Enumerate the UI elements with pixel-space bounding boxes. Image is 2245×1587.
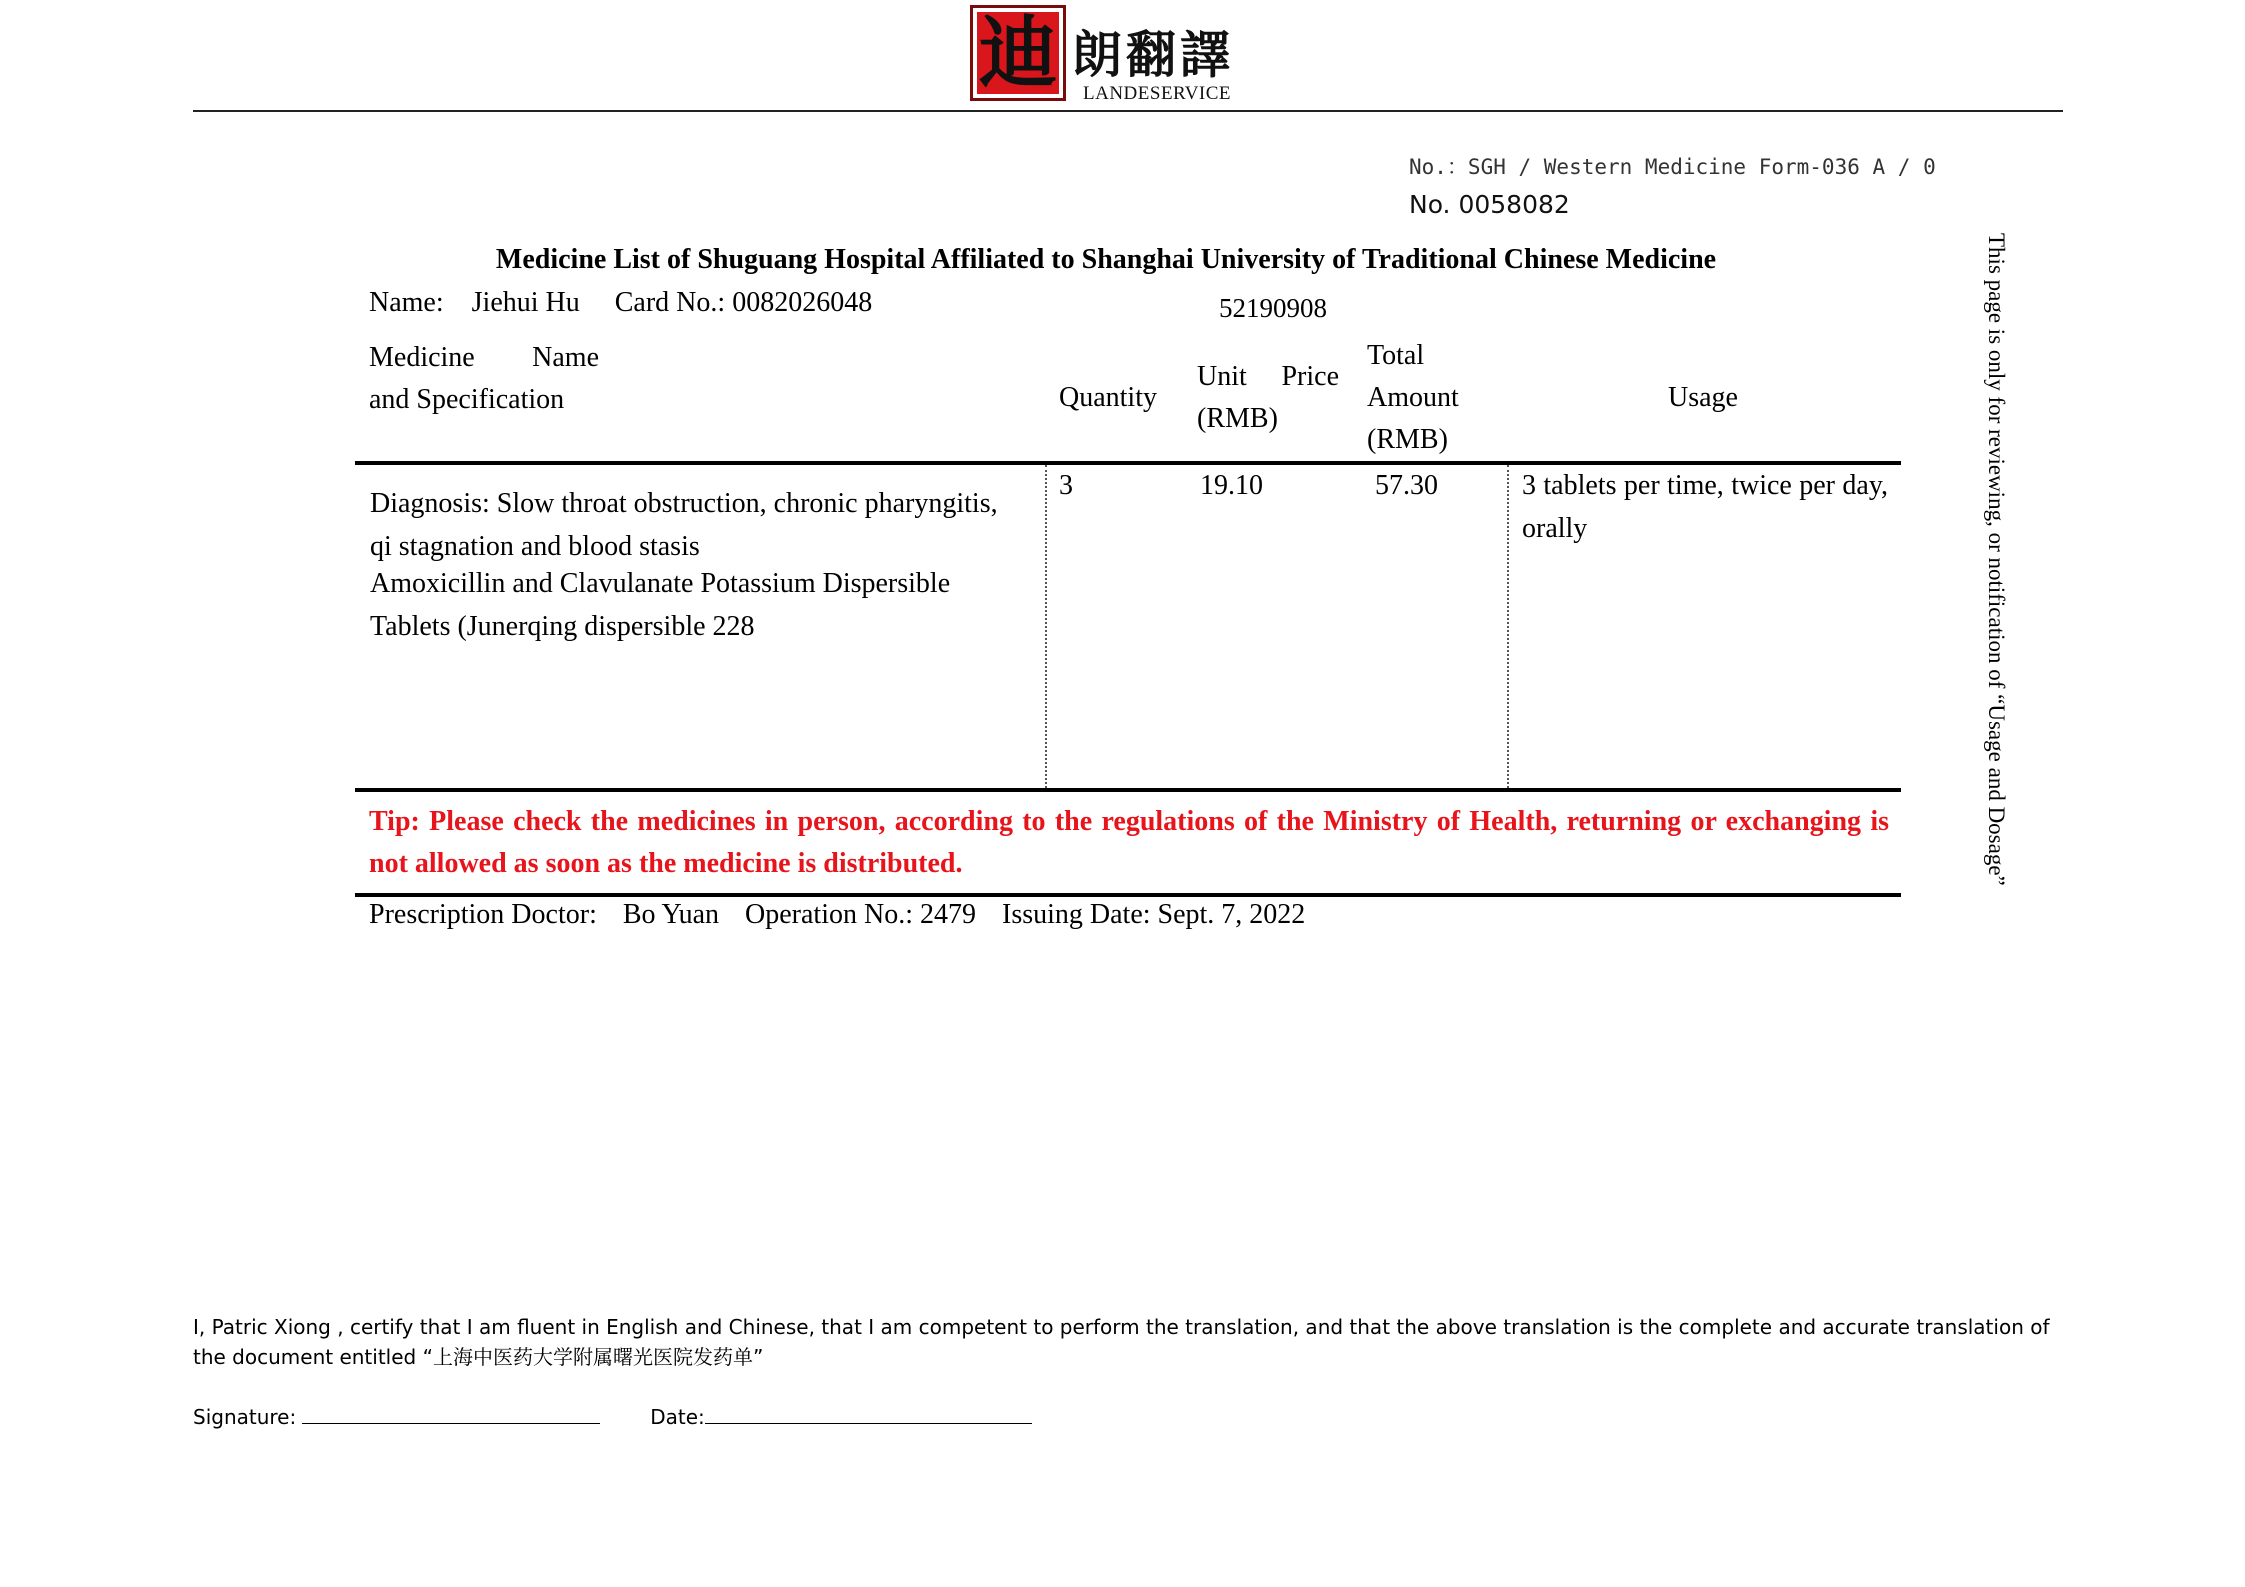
- cell-unit-price: 19.10: [1200, 470, 1263, 501]
- diagnosis-line: Diagnosis: Slow throat obstruction, chronic pharyngitis,: [370, 488, 998, 519]
- logo-seal-char: 迪: [978, 8, 1057, 99]
- issuing-date-label: Issuing Date:: [1002, 899, 1151, 930]
- tip-notice: Tip: Please check the medicines in person, according to the regulations of the Ministry of Health, returning or exchanging is not allowed as soon as the medicine is distributed.: [369, 806, 1889, 879]
- header-usage: Usage: [1668, 382, 1738, 413]
- doctor-name: Bo Yuan: [622, 899, 720, 930]
- logo-english-name: LANDESERVICE: [1083, 83, 1232, 104]
- operation-number: 2479: [920, 899, 976, 930]
- header-name-word: Name: [532, 342, 599, 373]
- translator-certification: I, Patric Xiong , certify that I am fluent in English and Chinese, that I am competent to perform the translation, and that the above translation is the complete and accurate translation of the document entitled “上海中医药大学附属曙光医院发药单”: [193, 1315, 2050, 1369]
- diagnosis-line: qi stagnation and blood stasis: [370, 531, 700, 562]
- logo-chinese-name: 朗翻譯: [1072, 25, 1234, 84]
- header-total-currency: (RMB): [1367, 424, 1448, 455]
- company-logo: [968, 3, 1252, 103]
- patient-info: [369, 287, 872, 319]
- cell-total-amount: 57.30: [1375, 470, 1438, 501]
- name-label: Name:: [369, 287, 444, 318]
- signature-line: [193, 1405, 1032, 1429]
- header-divider: [193, 110, 2063, 112]
- form-number: No.：SGH / Western Medicine Form-036 A / 0: [1409, 155, 1936, 179]
- header-medicine-word: Medicine: [369, 342, 475, 373]
- signature-label: Signature:: [193, 1405, 297, 1429]
- card-number: 0082026048: [732, 287, 873, 318]
- header-medicine: [369, 337, 599, 421]
- doctor-label: Prescription Doctor:: [369, 899, 597, 930]
- logo-seal: [970, 5, 1066, 101]
- cell-medicine-description: [370, 482, 1020, 648]
- column-divider: [1045, 465, 1047, 788]
- side-note: [1965, 233, 2009, 923]
- cell-quantity: 3: [1059, 470, 1073, 501]
- tip-bottom-rule: [355, 893, 1901, 897]
- signature-field[interactable]: [302, 1405, 600, 1424]
- document-title: Medicine List of Shuguang Hospital Affiliated to Shanghai University of Traditional Chinese Medicine: [495, 244, 1717, 275]
- barcode-number: 52190908: [1219, 293, 1327, 323]
- header-specification: and Specification: [369, 384, 565, 415]
- medicine-line: Amoxicillin and Clavulanate Potassium Dispersible: [370, 568, 951, 599]
- header-total-word: Total: [1367, 340, 1425, 371]
- issuing-date: Sept. 7, 2022: [1157, 899, 1306, 930]
- patient-name: Jiehui Hu: [471, 287, 580, 318]
- header-price-word: Price: [1281, 361, 1339, 392]
- header-amount-word: Amount: [1367, 382, 1459, 413]
- header-unit-word: Unit: [1197, 361, 1247, 392]
- prescription-footer: [369, 899, 1305, 931]
- medicine-line: Tablets (Junerqing dispersible 228: [370, 611, 755, 642]
- column-divider: [1507, 465, 1509, 788]
- header-total-amount: [1367, 335, 1487, 461]
- cell-usage: 3 tablets per time, twice per day, orally: [1522, 470, 1888, 544]
- table-bottom-rule: [355, 788, 1901, 792]
- document-number: No. 0058082: [1409, 190, 1570, 219]
- header-unit-currency: (RMB): [1197, 403, 1278, 434]
- date-label: Date:: [650, 1405, 705, 1429]
- side-note-text: This page is only for reviewing, or notification of “Usage and Dosage”: [1984, 233, 2009, 886]
- operation-label: Operation No.:: [745, 899, 913, 930]
- date-field[interactable]: [705, 1405, 1032, 1424]
- header-quantity: Quantity: [1059, 382, 1157, 413]
- card-label: Card No.:: [614, 287, 726, 318]
- header-unit-price: [1197, 356, 1339, 440]
